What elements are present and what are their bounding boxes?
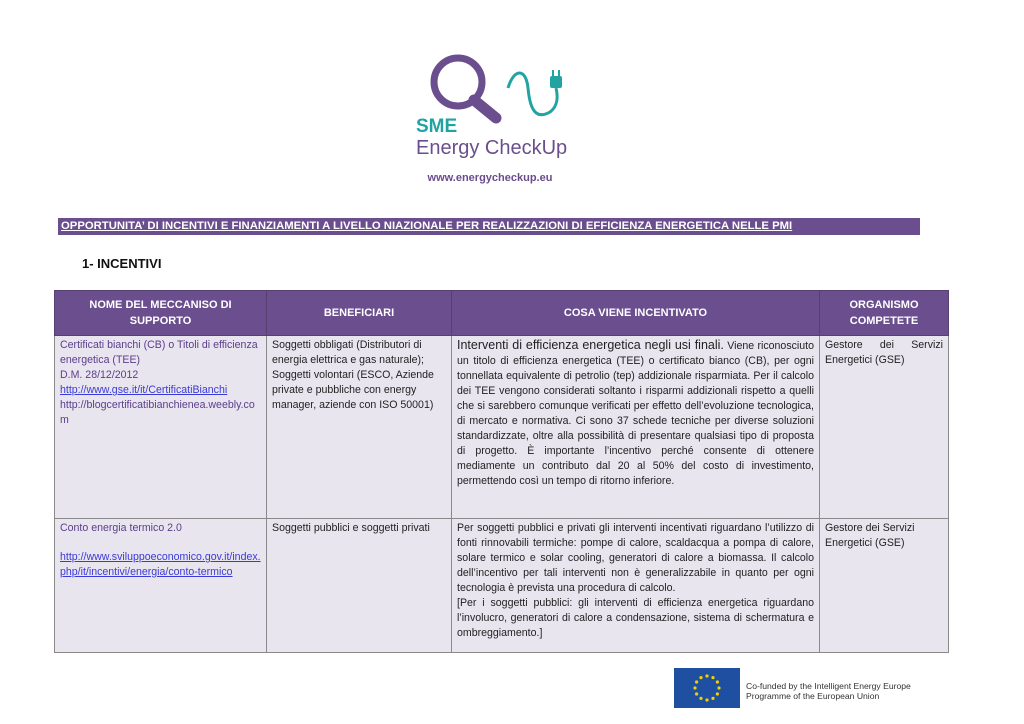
section-heading: 1- INCENTIVI	[82, 256, 162, 271]
sviluppo-link[interactable]: http://www.sviluppoeconomico.gov.it/index.php/it/incentivi/energia/conto-termico	[60, 551, 261, 578]
incentives-table	[54, 290, 949, 653]
cofunding-line-1: Co-funded by the Intelligent Energy Europe	[746, 681, 911, 691]
mechanism-name: Certificati bianchi (CB) o Titoli di efficienza energetica (TEE)	[60, 339, 258, 366]
cosa-body: Viene riconosciuto un titolo di efficienza energetica (TEE) o certificato bianco (CB), per ogni tonnellata equivalente di petrolio (tep) addizionale risparmiata. Per il calcolo dei TEE vengono considerati soltanto i risparmi addizionali rispetto a quelli che si sarebbero comunque verificati per effetto dell’evoluzione tecnologica, di mercato e normativa. Ci sono 37 schede tecniche per diverse soluzioni standardizzate, oltre alla possibilità di presentare qualsiasi tipo di proposta di progetto. È importante l’incentivo perché consente di ottenere mediamente un contributo dal 20 al 50% del costo di investimento, permettendo così un tempo di ritorno inferiore.	[457, 340, 815, 487]
cell-beneficiari: Soggetti obbligati (Distributori di energia elettrica e gas naturale); Soggetti volontari (ESCO, Aziende private e pubbliche con energy manager, aziende con ISO 50001)	[267, 336, 452, 519]
cosa-body: Per soggetti pubblici e privati gli interventi incentivati riguardano l’utilizzo di fonti rinnovabili termiche: pompe di calore, scaldacqua a pompa di calore, solare termico e solar cooling, generatori di calore a biomassa. Il calcolo dell’incentivo per tali interventi non è generalizzabile in quanto per ogni tecnologia è prevista una procedura di calcolo.	[457, 522, 814, 594]
website-url[interactable]: www.energycheckup.eu	[427, 172, 553, 184]
mechanism-decree: D.M. 28/12/2012	[60, 369, 139, 381]
header-organismo: ORGANISMO COMPETETE	[820, 291, 949, 336]
logo-brand-name: Energy CheckUp	[416, 137, 568, 159]
table-header-row	[55, 291, 949, 336]
cell-nome	[55, 336, 267, 519]
cofunding-note	[746, 681, 911, 701]
table-row	[55, 336, 949, 519]
blog-link[interactable]: http://blogcertificatibianchienea.weebly.com	[60, 399, 255, 426]
cell-organismo: Gestore dei Servizi Energetici (GSE)	[820, 336, 949, 519]
cell-cosa	[452, 336, 820, 519]
cell-organismo: Gestore dei Servizi Energetici (GSE)	[820, 519, 949, 653]
gse-link[interactable]: http://www.gse.it/it/CertificatiBianchi	[60, 384, 228, 396]
cell-cosa	[452, 519, 820, 653]
sme-energy-checkup-logo	[410, 48, 590, 168]
header-nome: NOME DEL MECCANISO DI SUPPORTO	[55, 291, 267, 336]
page-title-banner: OPPORTUNITA’ DI INCENTIVI E FINANZIAMENTI A LIVELLO NIAZIONALE PER REALIZZAZIONI DI EFFICIENZA ENERGETICA NELLE PMI	[58, 218, 920, 235]
cofunding-line-2: Programme of the European Union	[746, 691, 880, 701]
cosa-lead: Interventi di efficienza energetica negli usi finali.	[457, 338, 724, 352]
logo-brand-small: SME	[416, 116, 458, 137]
mechanism-name: Conto energia termico 2.0	[60, 522, 182, 534]
plug-icon	[550, 76, 562, 88]
table-row	[55, 519, 949, 653]
eu-flag-icon	[674, 668, 740, 708]
header-beneficiari: BENEFICIARI	[267, 291, 452, 336]
cell-nome	[55, 519, 267, 653]
header-cosa: COSA VIENE INCENTIVATO	[452, 291, 820, 336]
cell-beneficiari: Soggetti pubblici e soggetti privati	[267, 519, 452, 653]
cosa-extra: [Per i soggetti pubblici: gli interventi di efficienza energetica riguardano l’involucro, generatori di calore a condensazione, sistema di schermatura e ombreggiamento.]	[457, 597, 814, 639]
